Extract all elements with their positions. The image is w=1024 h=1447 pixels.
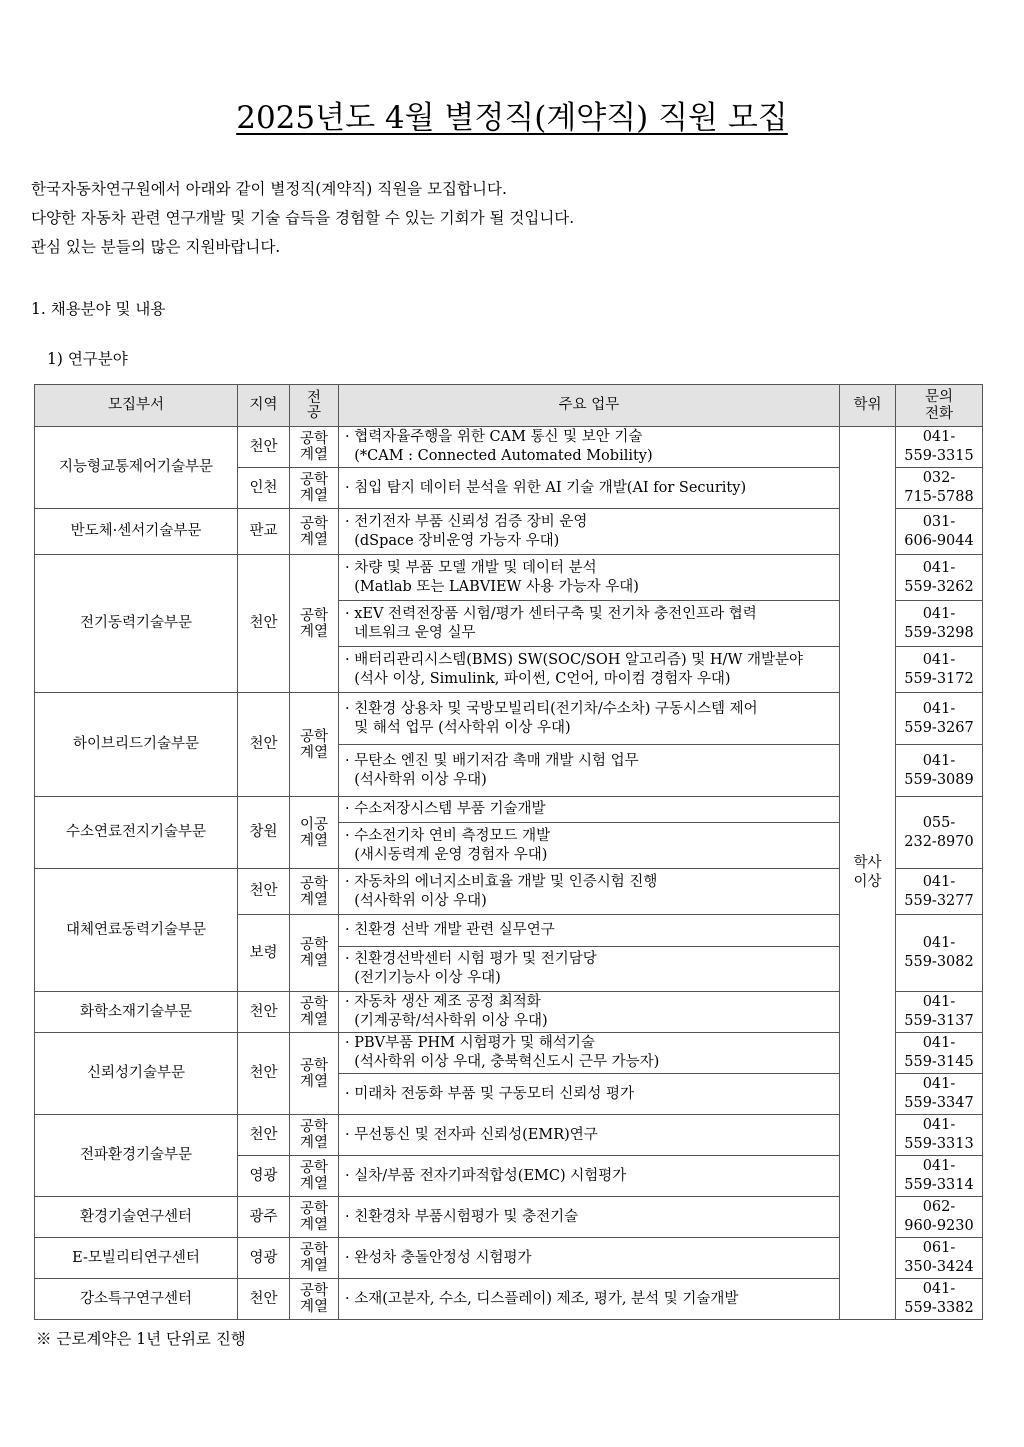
section-heading: 1. 채용분야 및 내용 [31, 300, 166, 318]
recruitment-table [34, 384, 983, 1320]
phone-cell: 041- 559-3313 [896, 1115, 983, 1156]
region-cell: 인천 [238, 468, 290, 509]
table-row [35, 427, 983, 468]
major-cell: 공학 계열 [290, 992, 339, 1033]
dept-cell: 신뢰성기술부문 [35, 1033, 238, 1115]
region-cell: 광주 [238, 1197, 290, 1238]
phone-cell: 041- 559-3277 [896, 869, 983, 915]
major-cell: 이공 계열 [290, 797, 339, 869]
dept-cell: 대체연료동력기술부문 [35, 869, 238, 992]
dept-cell: 하이브리드기술부문 [35, 693, 238, 797]
major-cell: 공학 계열 [290, 693, 339, 797]
region-cell: 창원 [238, 797, 290, 869]
major-cell: 공학 계열 [290, 509, 339, 555]
phone-cell: 041- 559-3267 [896, 693, 983, 745]
phone-cell: 041- 559-3315 [896, 427, 983, 468]
phone-cell: 041- 559-3298 [896, 601, 983, 647]
major-cell: 공학 계열 [290, 1238, 339, 1279]
dept-cell: 지능형교통제어기술부문 [35, 427, 238, 509]
region-cell: 천안 [238, 992, 290, 1033]
dept-cell: 환경기술연구센터 [35, 1197, 238, 1238]
intro-line: 한국자동차연구원에서 아래와 같이 별정직(계약직) 직원을 모집합니다. [31, 180, 507, 198]
page-title [0, 92, 1024, 137]
duty-cell: · 차량 및 부품 모델 개발 및 데이터 분석 (Matlab 또는 LABVIEW 사용 가능자 우대) [339, 555, 840, 601]
duty-cell: · 소재(고분자, 수소, 디스플레이) 제조, 평가, 분석 및 기술개발 [339, 1279, 840, 1320]
degree-cell: 학사 이상 [840, 427, 896, 1320]
major-cell: 공학 계열 [290, 1197, 339, 1238]
duty-cell: · 자동차 생산 제조 공정 최적화 (기계공학/석사학위 이상 우대) [339, 992, 840, 1033]
region-cell: 천안 [238, 869, 290, 915]
phone-cell: 041- 559-3145 [896, 1033, 983, 1074]
dept-cell: 전파환경기술부문 [35, 1115, 238, 1197]
region-cell: 판교 [238, 509, 290, 555]
footnote: ※ 근로계약은 1년 단위로 진행 [36, 1330, 246, 1348]
duty-cell: · 협력자율주행을 위한 CAM 통신 및 보안 기술 (*CAM : Connected Automated Mobility) [339, 427, 840, 468]
header-duty: 주요 업무 [339, 385, 840, 427]
dept-cell: E-모빌리티연구센터 [35, 1238, 238, 1279]
duty-cell: · xEV 전력전장품 시험/평가 센터구축 및 전기차 충전인프라 협력 네트워크 운영 실무 [339, 601, 840, 647]
major-cell: 공학 계열 [290, 915, 339, 992]
header-region: 지역 [238, 385, 290, 427]
major-cell: 공학 계열 [290, 1033, 339, 1115]
region-cell: 천안 [238, 1279, 290, 1320]
header-major: 전 공 [290, 385, 339, 427]
dept-cell: 수소연료전지기술부문 [35, 797, 238, 869]
region-cell: 천안 [238, 427, 290, 468]
phone-cell: 031- 606-9044 [896, 509, 983, 555]
duty-cell: · 무탄소 엔진 및 배기저감 촉매 개발 시험 업무 (석사학위 이상 우대) [339, 745, 840, 797]
phone-cell: 055- 232-8970 [896, 797, 983, 869]
major-cell: 공학 계열 [290, 427, 339, 468]
table-header-row [35, 385, 983, 427]
phone-cell: 061- 350-3424 [896, 1238, 983, 1279]
phone-cell: 041- 559-3314 [896, 1156, 983, 1197]
duty-cell: · 무선통신 및 전자파 신뢰성(EMR)연구 [339, 1115, 840, 1156]
duty-cell: · 침입 탐지 데이터 분석을 위한 AI 기술 개발(AI for Security) [339, 468, 840, 509]
region-cell: 천안 [238, 555, 290, 693]
subsection-heading: 1) 연구분야 [47, 350, 128, 368]
phone-cell: 041- 559-3262 [896, 555, 983, 601]
phone-cell: 041- 559-3137 [896, 992, 983, 1033]
major-cell: 공학 계열 [290, 869, 339, 915]
phone-cell: 041- 559-3347 [896, 1074, 983, 1115]
region-cell: 천안 [238, 1033, 290, 1115]
header-degree: 학위 [840, 385, 896, 427]
major-cell: 공학 계열 [290, 555, 339, 693]
phone-cell: 041- 559-3172 [896, 647, 983, 693]
region-cell: 영광 [238, 1238, 290, 1279]
region-cell: 영광 [238, 1156, 290, 1197]
dept-cell: 화학소재기술부문 [35, 992, 238, 1033]
duty-cell: · 전기전자 부품 신뢰성 검증 장비 운영 (dSpace 장비운영 가능자 우대) [339, 509, 840, 555]
duty-cell: · 배터리관리시스템(BMS) SW(SOC/SOH 알고리즘) 및 H/W 개발분야 (석사 이상, Simulink, 파이썬, C언어, 마이컴 경험자 우대) [339, 647, 840, 693]
major-cell: 공학 계열 [290, 1156, 339, 1197]
major-cell: 공학 계열 [290, 1279, 339, 1320]
intro-line: 다양한 자동차 관련 연구개발 및 기술 습득을 경험할 수 있는 기회가 될 것입니다. [31, 209, 575, 227]
phone-cell: 041- 559-3082 [896, 915, 983, 992]
duty-cell: · 수소저장시스템 부품 기술개발 [339, 797, 840, 823]
duty-cell: · PBV부품 PHM 시험평가 및 해석기술 (석사학위 이상 우대, 충북혁신도시 근무 가능자) [339, 1033, 840, 1074]
dept-cell: 반도체·센서기술부문 [35, 509, 238, 555]
phone-cell: 032- 715-5788 [896, 468, 983, 509]
region-cell: 천안 [238, 693, 290, 797]
header-dept: 모집부서 [35, 385, 238, 427]
duty-cell: · 친환경 선박 개발 관련 실무연구 [339, 915, 840, 947]
duty-cell: · 실차/부품 전자기파적합성(EMC) 시험평가 [339, 1156, 840, 1197]
intro-paragraph [31, 175, 574, 262]
page-title-text: 2025년도 4월 별정직(계약직) 직원 모집 [236, 100, 788, 136]
major-cell: 공학 계열 [290, 1115, 339, 1156]
dept-cell: 강소특구연구센터 [35, 1279, 238, 1320]
duty-cell: · 자동차의 에너지소비효율 개발 및 인증시험 진행 (석사학위 이상 우대) [339, 869, 840, 915]
duty-cell: · 친환경선박센터 시험 평가 및 전기담당 (전기기능사 이상 우대) [339, 947, 840, 992]
intro-line: 관심 있는 분들의 많은 지원바랍니다. [31, 238, 281, 256]
duty-cell: · 친환경 상용차 및 국방모빌리티(전기차/수소차) 구동시스템 제어 및 해석 업무 (석사학위 이상 우대) [339, 693, 840, 745]
phone-cell: 041- 559-3382 [896, 1279, 983, 1320]
region-cell: 천안 [238, 1115, 290, 1156]
duty-cell: · 수소전기차 연비 측정모드 개발 (새시동력계 운영 경험자 우대) [339, 823, 840, 869]
dept-cell: 전기동력기술부문 [35, 555, 238, 693]
duty-cell: · 미래차 전동화 부품 및 구동모터 신뢰성 평가 [339, 1074, 840, 1115]
major-cell: 공학 계열 [290, 468, 339, 509]
phone-cell: 041- 559-3089 [896, 745, 983, 797]
header-phone: 문의 전화 [896, 385, 983, 427]
duty-cell: · 완성차 충돌안정성 시험평가 [339, 1238, 840, 1279]
phone-cell: 062- 960-9230 [896, 1197, 983, 1238]
region-cell: 보령 [238, 915, 290, 992]
duty-cell: · 친환경차 부품시험평가 및 충전기술 [339, 1197, 840, 1238]
